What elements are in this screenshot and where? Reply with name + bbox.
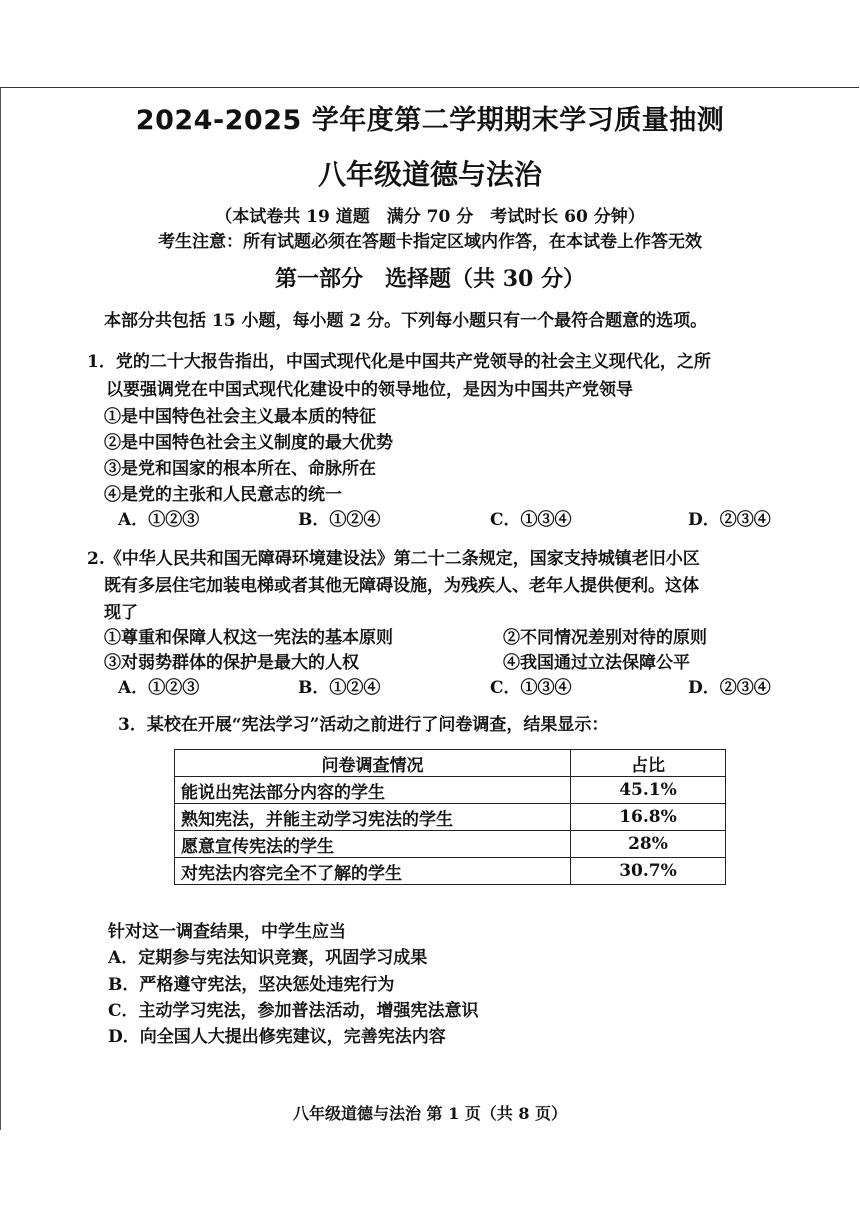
q2-statement-2: ②不同情况差别对待的原则	[503, 628, 707, 648]
part-one-title: 第一部分 选择题（共 30 分）	[275, 266, 585, 292]
table-cell: 28%	[571, 831, 726, 858]
q3-stem: 3．某校在开展“宪法学习”活动之前进行了问卷调查，结果显示：	[118, 715, 609, 735]
page-footer: 八年级道德与法治 第 1 页（共 8 页）	[292, 1104, 568, 1123]
q1-statement-3: ③是党和国家的根本所在、命脉所在	[104, 459, 376, 479]
table-cell: 愿意宣传宪法的学生	[175, 831, 571, 858]
q2-statement-1: ①尊重和保障人权这一宪法的基本原则	[104, 628, 393, 648]
q2-stem-line3: 现了	[104, 603, 138, 623]
q2-stem-line2: 既有多层住宅加装电梯或者其他无障碍设施，为残疾人、老年人提供便利。这体	[104, 576, 699, 596]
q3-option-a[interactable]: A．定期参与宪法知识竞赛，巩固学习成果	[108, 948, 428, 968]
table-header-row	[175, 750, 726, 777]
table-row	[175, 831, 726, 858]
q2-stem-line1: 2.《中华人民共和国无障碍环境建设法》第二十二条规定，国家支持城镇老旧小区	[87, 549, 700, 569]
table-header-cell: 占比	[571, 750, 726, 777]
q2-choice-c[interactable]: C．①③④	[490, 678, 572, 698]
q2-statement-3: ③对弱势群体的保护是最大的人权	[104, 653, 359, 673]
table-cell: 45.1%	[571, 777, 726, 804]
q1-choice-b[interactable]: B．①②④	[298, 510, 381, 530]
q3-lead: 针对这一调查结果，中学生应当	[108, 922, 346, 942]
q2-statement-4: ④我国通过立法保障公平	[503, 653, 690, 673]
table-cell: 30.7%	[571, 858, 726, 885]
q1-statement-4: ④是党的主张和人民意志的统一	[104, 485, 342, 505]
survey-table	[174, 749, 726, 885]
subject-title: 八年级道德与法治	[317, 158, 542, 191]
q1-statement-1: ①是中国特色社会主义最本质的特征	[104, 407, 376, 427]
exam-info: （本试卷共 19 道题 满分 70 分 考试时长 60 分钟）	[215, 207, 645, 227]
table-row	[175, 777, 726, 804]
exam-notice: 考生注意：所有试题必须在答题卡指定区域内作答，在本试卷上作答无效	[158, 232, 702, 252]
q1-stem-line1: 1．党的二十大报告指出，中国式现代化是中国共产党领导的社会主义现代化，之所	[87, 352, 711, 372]
q3-option-d[interactable]: D．向全国人大提出修宪建议，完善宪法内容	[108, 1027, 446, 1047]
q1-choice-c[interactable]: C．①③④	[490, 510, 572, 530]
part-one-description: 本部分共包括 15 小题，每小题 2 分。下列每小题只有一个最符合题意的选项。	[104, 311, 708, 331]
q3-option-c[interactable]: C．主动学习宪法，参加普法活动，增强宪法意识	[108, 1001, 479, 1021]
table-row	[175, 858, 726, 885]
table-cell: 能说出宪法部分内容的学生	[175, 777, 571, 804]
table-header-cell: 问卷调查情况	[175, 750, 571, 777]
q2-choice-d[interactable]: D．②③④	[688, 678, 771, 698]
q1-statement-2: ②是中国特色社会主义制度的最大优势	[104, 433, 393, 453]
q1-choice-a[interactable]: A．①②③	[118, 510, 200, 530]
q1-choice-d[interactable]: D．②③④	[688, 510, 771, 530]
table-cell: 熟知宪法，并能主动学习宪法的学生	[175, 804, 571, 831]
table-cell: 对宪法内容完全不了解的学生	[175, 858, 571, 885]
q1-stem-line2: 以要强调党在中国式现代化建设中的领导地位，是因为中国共产党领导	[106, 380, 633, 400]
q2-choice-b[interactable]: B．①②④	[298, 678, 381, 698]
exam-title: 2024-2025 学年度第二学期期末学习质量抽测	[135, 105, 725, 136]
table-cell: 16.8%	[571, 804, 726, 831]
table-row	[175, 804, 726, 831]
q2-choice-a[interactable]: A．①②③	[118, 678, 200, 698]
q3-option-b[interactable]: B．严格遵守宪法，坚决惩处违宪行为	[108, 975, 395, 995]
